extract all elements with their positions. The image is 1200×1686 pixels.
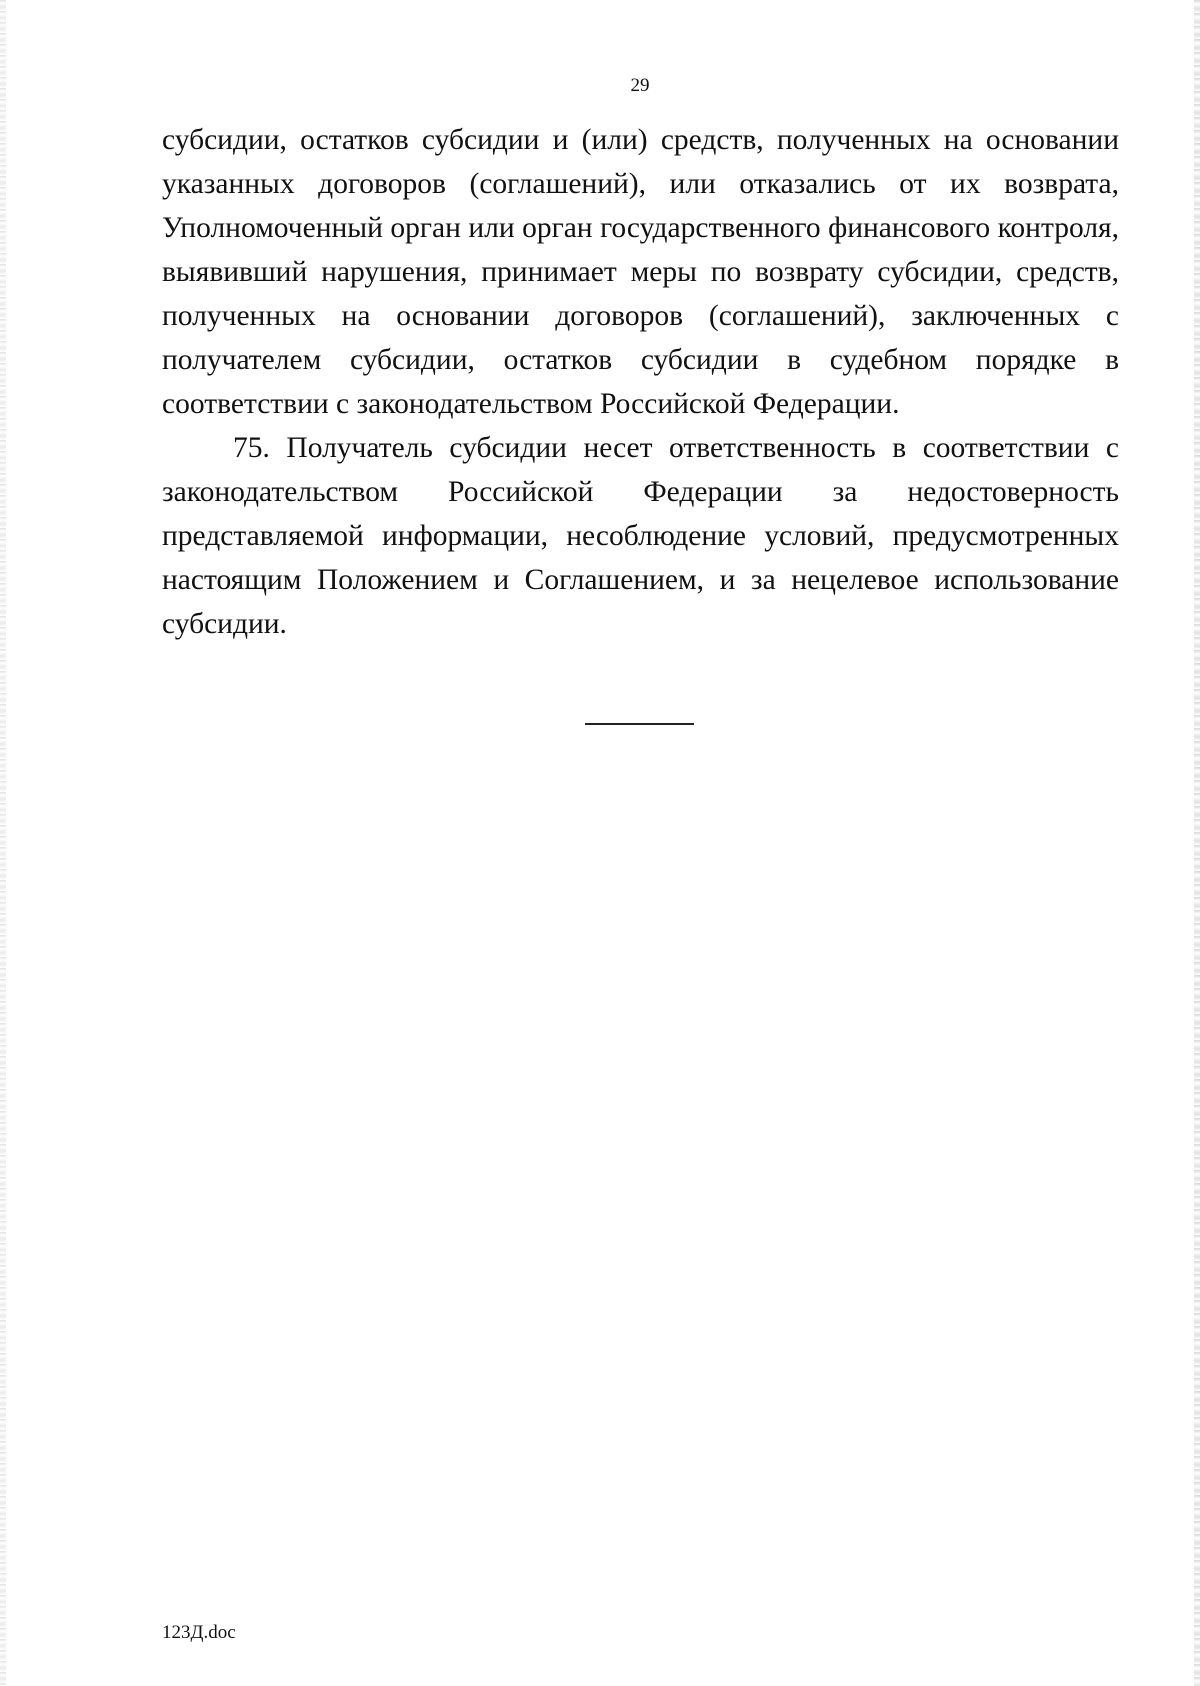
scan-edge-left <box>0 0 6 1686</box>
paragraph-75: 75. Получатель субсидии несет ответственность в соответствии с законодательством Российской Федерации за недостоверность представляемой информации, несоблюдение условий, предусмотренных настоящим Положением и Соглашением, и за нецелевое использование субсидии. <box>162 432 1119 640</box>
footer-filename: 123Д.doc <box>162 1622 236 1643</box>
end-of-document-rule <box>585 723 694 725</box>
paragraph-continuation: субсидии, остатков субсидии и (или) средств, полученных на основании указанных договоров (соглашений), или отказались от их возврата, Уполномоченный орган или орган государственного финансового контроля, выявивший нарушения, принимает меры по возврату субсидии, средств, полученных на основании договоров (соглашений), заключенных с получателем субсидии, остатков субсидии в судебном порядке в соответствии с законодательством Российской Федерации. <box>162 124 1119 420</box>
body-text <box>162 118 1119 646</box>
scan-edge-right <box>1194 0 1200 1686</box>
page-number: 29 <box>630 75 650 96</box>
